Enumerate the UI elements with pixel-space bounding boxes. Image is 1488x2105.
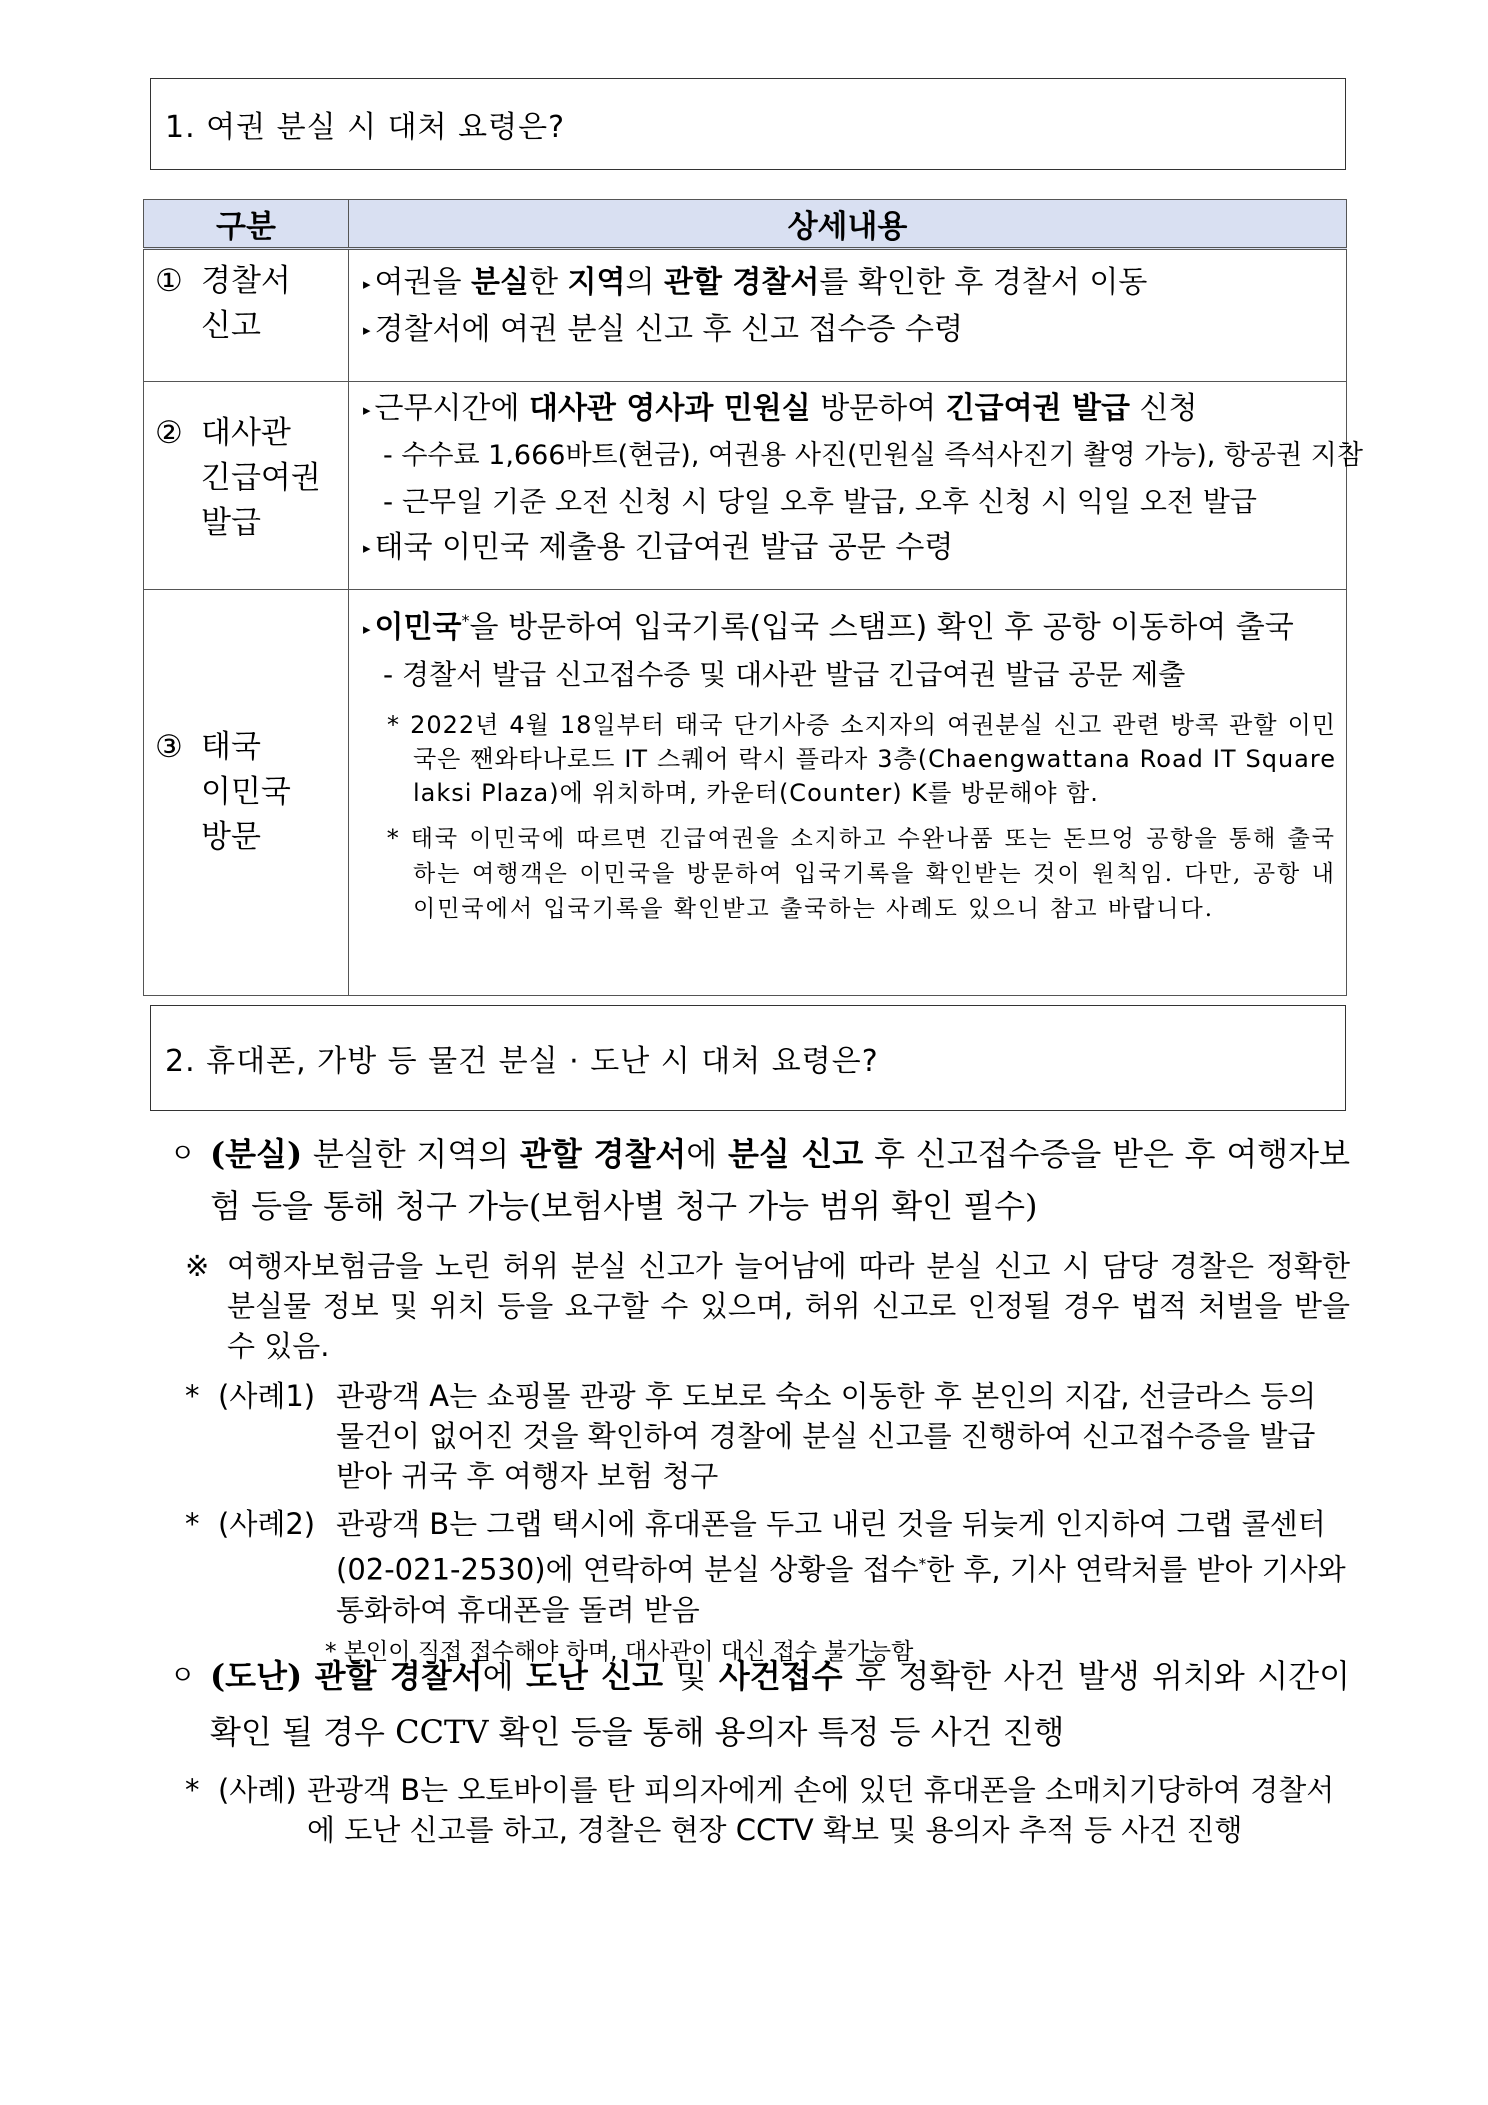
- category-line: 긴급여권: [201, 460, 321, 496]
- passport-loss-table: [143, 199, 1363, 996]
- circle-bullet-icon: ㅇ: [170, 1661, 196, 1691]
- case-2: * (사례2) 관광객 B는 그랩 택시에 휴대폰을 두고 내린 것을 뒤늦게 인지하여 그랩 콜센터(02-021-2530)에 연락하여 분실 상황을 접수*한 후, 기사 연락처를 받아 기사와 통화하여 휴대폰을 돌려 받음: [150, 1504, 1350, 1630]
- star-mark-icon: *: [185, 1379, 200, 1413]
- detail-line: - 수수료 1,666바트(현금), 여권용 사진(민원실 즉석사진기 촬영 가능), 항공권 지참: [383, 439, 1363, 471]
- triangle-bullet-icon: ▸: [363, 321, 371, 339]
- detail-line: ▸ 여권을 분실한 지역의 관할 경찰서를 확인한 후 경찰서 이동: [363, 265, 1148, 300]
- theft-section: [150, 1648, 1350, 1850]
- table-row: [144, 249, 1347, 382]
- category-cell: [145, 251, 347, 349]
- case-3: * (사례) 관광객 B는 오토바이를 탄 피의자에게 손에 있던 휴대폰을 소매치기당하여 경찰서에 도난 신고를 하고, 경찰은 현장 CCTV 확보 및 용의자 추적 등 사건 진행: [150, 1770, 1350, 1850]
- table-header-row: [144, 200, 1347, 249]
- category-line: 방문: [201, 819, 261, 855]
- detail-line: - 경찰서 발급 신고접수증 및 대사관 발급 긴급여권 발급 공문 제출: [383, 657, 1186, 691]
- table-row: [144, 590, 1347, 996]
- star-mark-icon: *: [185, 1507, 200, 1541]
- case-label: (사례1): [218, 1379, 316, 1413]
- lost-bullet: ㅇ (분실) 분실한 지역의 관할 경찰서에 분실 신고 후 신고접수증을 받은 후 여행자보험 등을 통해 청구 가능(보험사별 청구 가능 범위 확인 필수): [150, 1128, 1350, 1232]
- detail-line: ▸ 이민국*을 방문하여 입국기록(입국 스탬프) 확인 후 공항 이동하여 출국: [363, 610, 1294, 645]
- header-category: 구분: [144, 200, 349, 249]
- circle-bullet-icon: ㅇ: [170, 1139, 196, 1169]
- star-mark-icon: *: [185, 1773, 200, 1807]
- case-1: * (사례1) 관광객 A는 쇼핑몰 관광 후 도보로 숙소 이동한 후 본인의 지갑, 선글라스 등의 물건이 없어진 것을 확인하여 경찰에 분실 신고를 진행하여 신고접수증을 발급 받아 귀국 후 여행자 보험 청구: [150, 1376, 1350, 1496]
- row-number: ③: [155, 729, 183, 765]
- triangle-bullet-icon: ▸: [363, 619, 371, 638]
- case-2-footnote: * 본인이 직접 접수해야 하며, 대사관이 대신 접수 불가능함: [325, 1638, 914, 1665]
- header-detail: 상세내용: [349, 200, 1347, 249]
- category-line: 발급: [201, 505, 261, 541]
- category-line: 이민국: [201, 774, 291, 810]
- category-line: 신고: [201, 308, 261, 344]
- detail-cell: [349, 590, 1347, 996]
- section-1-title: 1. 여권 분실 시 대처 요령은?: [165, 110, 566, 145]
- triangle-bullet-icon: ▸: [363, 539, 371, 557]
- note-immigration-location: * 2022년 4월 18일부터 태국 단기사증 소지자의 여권분실 신고 관련 방콕 관할 이민국은 짼와타나로드 IT 스퀘어 락시 플라자 3층(Chaengwattana Road IT Square laksi Plaza)에 위치하며, 카운터(Counter) K를 방문해야 함.: [387, 710, 1336, 807]
- detail-line: ▸ 근무시간에 대사관 영사과 민원실 방문하여 긴급여권 발급 신청: [363, 391, 1198, 426]
- section-2-title: 2. 휴대폰, 가방 등 물건 분실 · 도난 시 대처 요령은?: [165, 1044, 879, 1079]
- category-line: 경찰서: [201, 263, 291, 299]
- reference-mark-icon: ※: [185, 1249, 210, 1283]
- detail-cell: [349, 382, 1363, 590]
- note-entry-record: * 태국 이민국에 따르면 긴급여권을 소지하고 수완나품 또는 돈므엉 공항을 통해 출국하는 여행객은 이민국을 방문하여 입국기록을 확인받는 것이 원칙임. 다만, 공항 내 이민국에서 입국기록을 확인받고 출국하는 사례도 있으니 참고 바랍니다.: [387, 825, 1336, 922]
- row-number: ②: [155, 415, 183, 451]
- detail-line: - 근무일 기준 오전 신청 시 당일 오후 발급, 오후 신청 시 익일 오전 발급: [383, 484, 1257, 518]
- triangle-bullet-icon: ▸: [363, 400, 371, 419]
- category-line: 태국: [201, 729, 261, 765]
- category-line: 대사관: [201, 415, 291, 451]
- reference-note: ※ 여행자보험금을 노린 허위 분실 신고가 늘어남에 따라 분실 신고 시 담당 경찰은 정확한 분실물 정보 및 위치 등을 요구할 수 있으며, 허위 신고로 인정될 경우 법적 처벌을 받을 수 있음.: [150, 1246, 1350, 1366]
- case-label: (사례): [218, 1773, 297, 1807]
- detail-line: ▸ 경찰서에 여권 분실 신고 후 신고 접수증 수령: [363, 311, 963, 347]
- lost-item-section: [150, 1128, 1350, 1670]
- section-2-title-box: [150, 1005, 1346, 1111]
- section-1-title-box: [150, 78, 1346, 170]
- row-number: ①: [155, 263, 183, 299]
- triangle-bullet-icon: ▸: [363, 274, 371, 293]
- theft-bullet: ㅇ (도난) 관할 경찰서에 도난 신고 및 사건접수 후 정확한 사건 발생 위치와 시간이 확인 될 경우 CCTV 확인 등을 통해 용의자 특정 등 사건 진행: [150, 1648, 1350, 1760]
- category-cell: [145, 725, 347, 860]
- detail-cell: [349, 249, 1347, 382]
- table-row: [144, 382, 1347, 590]
- category-cell: [145, 383, 347, 546]
- detail-line: ▸ 태국 이민국 제출용 긴급여권 발급 공문 수령: [363, 529, 954, 565]
- case-label: (사례2): [218, 1507, 316, 1541]
